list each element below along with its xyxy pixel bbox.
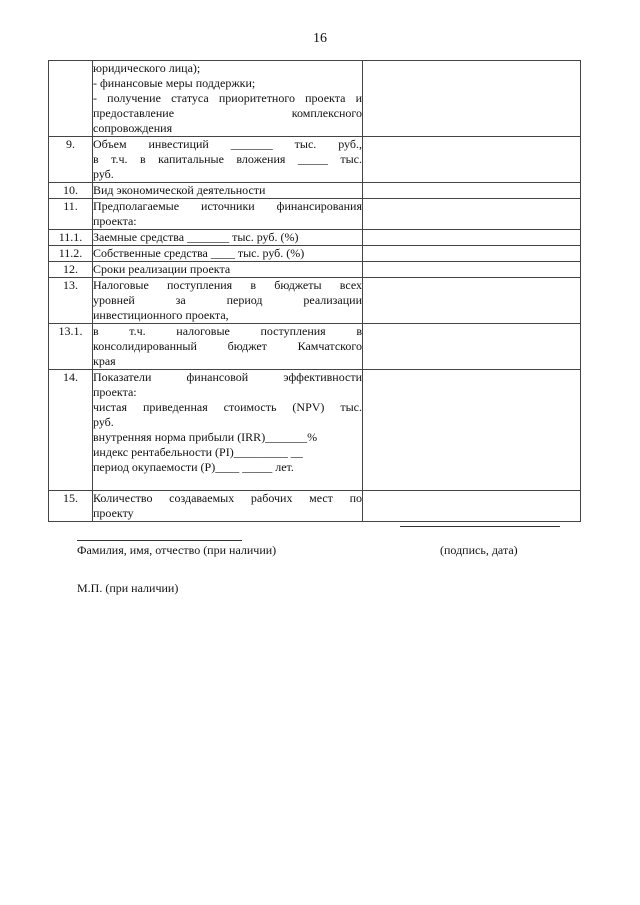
- text-line: в т.ч. налоговые поступления в: [93, 324, 362, 338]
- text-line: проекта:: [93, 385, 137, 399]
- table-row: [49, 246, 581, 262]
- application-form-table: [48, 60, 581, 522]
- text-line: чистая приведенная стоимость (NPV) тыс.: [93, 400, 362, 414]
- value-cell[interactable]: [363, 199, 581, 230]
- row-description: [93, 183, 363, 199]
- row-number: 11.: [49, 199, 93, 230]
- row-description: [93, 199, 363, 230]
- text-line: края: [93, 354, 116, 368]
- text-line: период окупаемости (P)____ _____ лет.: [93, 460, 294, 474]
- text-line: - финансовые меры поддержки;: [93, 76, 256, 90]
- table-row: [49, 491, 581, 522]
- text-line: руб.: [93, 415, 114, 429]
- table-row: [49, 137, 581, 183]
- row-description: [93, 370, 363, 491]
- text-line: Количество создаваемых рабочих мест по: [93, 491, 362, 505]
- row-number: 15.: [49, 491, 93, 522]
- row-description: [93, 262, 363, 278]
- signature-line[interactable]: [400, 526, 560, 527]
- row-number: 13.: [49, 278, 93, 324]
- text-line: сопровождения: [93, 121, 173, 135]
- value-cell[interactable]: [363, 230, 581, 246]
- row-number: 9.: [49, 137, 93, 183]
- table-row: [49, 324, 581, 370]
- table-row: [49, 183, 581, 199]
- text-line: юридического лица);: [93, 61, 201, 75]
- text-line: проекта:: [93, 214, 137, 228]
- row-description: [93, 491, 363, 522]
- text-line: - получение статуса приоритетного проекта и: [93, 91, 362, 105]
- row-number: 10.: [49, 183, 93, 199]
- name-label: Фамилия, имя, отчество (при наличии): [77, 543, 277, 557]
- row-number: 13.1.: [49, 324, 93, 370]
- text-line: Показатели финансовой эффективности: [93, 370, 362, 384]
- row-number: 11.1.: [49, 230, 93, 246]
- row-number: 12.: [49, 262, 93, 278]
- row-description: [93, 246, 363, 262]
- value-cell[interactable]: [363, 370, 581, 491]
- text-line: Заемные средства _______ тыс. руб. (%): [93, 230, 299, 244]
- text-line: инвестиционного проекта,: [93, 308, 229, 322]
- table-row: [49, 230, 581, 246]
- text-line: Налоговые поступления в бюджеты всех: [93, 278, 362, 292]
- row-description: [93, 230, 363, 246]
- table-row: [49, 262, 581, 278]
- page-number: 16: [313, 31, 327, 46]
- text-line: Объем инвестиций _______ тыс. руб.,: [93, 137, 362, 151]
- text-line: предоставление комплексного: [93, 106, 362, 120]
- table-row: [49, 370, 581, 491]
- signature-label: (подпись, дата): [440, 543, 518, 557]
- row-description: [93, 137, 363, 183]
- text-line: консолидированный бюджет Камчатского: [93, 339, 362, 353]
- text-line: в т.ч. в капитальные вложения _____ тыс.: [93, 152, 362, 166]
- text-line: уровней за период реализации: [93, 293, 362, 307]
- text-line: Вид экономической деятельности: [93, 183, 266, 197]
- text-line: руб.: [93, 167, 114, 181]
- value-cell[interactable]: [363, 278, 581, 324]
- text-line: внутренняя норма прибыли (IRR)_______%: [93, 430, 318, 444]
- value-cell[interactable]: [363, 61, 581, 137]
- stamp-label: М.П. (при наличии): [77, 581, 179, 595]
- text-line: [93, 475, 362, 490]
- text-line: Собственные средства ____ тыс. руб. (%): [93, 246, 305, 260]
- row-description: [93, 324, 363, 370]
- table-row: [49, 199, 581, 230]
- text-line: проекту: [93, 506, 134, 520]
- table-row: [49, 61, 581, 137]
- value-cell[interactable]: [363, 137, 581, 183]
- table-row: [49, 278, 581, 324]
- value-cell[interactable]: [363, 262, 581, 278]
- text-line: индекс рентабельности (PI)_________ __: [93, 445, 303, 459]
- row-number: 14.: [49, 370, 93, 491]
- text-line: Сроки реализации проекта: [93, 262, 231, 276]
- row-number: 11.2.: [49, 246, 93, 262]
- row-number: [49, 61, 93, 137]
- value-cell[interactable]: [363, 183, 581, 199]
- value-cell[interactable]: [363, 324, 581, 370]
- name-line[interactable]: [77, 540, 242, 541]
- text-line: Предполагаемые источники финансирования: [93, 199, 362, 213]
- row-description: [93, 278, 363, 324]
- value-cell[interactable]: [363, 491, 581, 522]
- value-cell[interactable]: [363, 246, 581, 262]
- row-description: [93, 61, 363, 137]
